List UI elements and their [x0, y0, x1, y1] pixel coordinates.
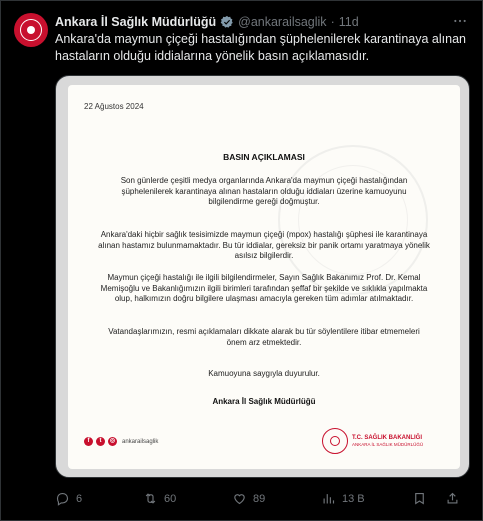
ministry-name: T.C. SAĞLIK BAKANLIĞI — [352, 435, 422, 441]
like-count: 89 — [253, 492, 266, 505]
views-count: 13 B — [342, 492, 365, 505]
document-paragraph: Ankara'daki hiçbir sağlık tesisimizde maymun çiçeği (mpox) hastalığı şüphesi ile karantinaya alınan hastamız bulunmamaktadır. Bu tür iddialar, gereksiz bir panik ortamı yaratmaya yönelik asılsız bilgilerdir. — [98, 230, 430, 261]
tweet-actions — [55, 491, 475, 509]
document-date: 22 Ağustos 2024 — [84, 102, 144, 111]
verified-gov-icon — [220, 15, 234, 29]
document-paragraph: Maymun çiçeği hastalığı ile ilgili bilgilendirmeler, Sayın Sağlık Bakanımız Prof. Dr. Kemal Memişoğlu ve Bakanlığımızın ilgili birimleri tarafından şeffaf bir şekilde ve sıklıkla yapılmakta olup, halkımızın doğru bilgilere ulaşması amacıyla gereken tüm adımlar atılmaktadır. — [100, 273, 428, 304]
avatar[interactable] — [14, 13, 48, 47]
document-title: BASIN AÇIKLAMASI — [223, 152, 305, 162]
repost-button[interactable] — [143, 491, 176, 506]
facebook-icon: f — [84, 437, 93, 446]
tweet-text: Ankara'da maymun çiçeği hastalığından şüphelenilerek karantinaya alınan hastaların olduğu iddialarına yönelik basın açıklamasıdır. — [55, 32, 466, 63]
reply-icon — [55, 491, 70, 506]
share-icon — [445, 491, 460, 506]
author-handle[interactable]: @ankarailsaglik — [238, 15, 327, 29]
bookmark-button[interactable] — [412, 491, 427, 506]
ministry-subtitle: ANKARA İL SAĞLIK MÜDÜRLÜĞÜ — [352, 442, 424, 447]
ministry-emblem-icon — [20, 19, 42, 41]
like-button[interactable] — [232, 491, 265, 506]
instagram-icon: ◎ — [109, 438, 116, 444]
document-signature: Ankara İl Sağlık Müdürlüğü — [212, 397, 316, 406]
bookmark-icon — [412, 491, 427, 506]
views-button[interactable] — [321, 491, 365, 506]
document-paragraph: Kamuoyuna saygıyla duyurulur. — [208, 369, 320, 378]
author-name[interactable]: Ankara İl Sağlık Müdürlüğü — [55, 15, 217, 29]
document-paragraph: Son günlerde çeşitli medya organlarında Ankara'da maymun çiçeği hastalığından şüphelenilerek karantinaya alınan hastaların olduğu iddiaları üzerine kamuoyunu bilgilendirme gereği doğmuştur. — [120, 176, 408, 207]
ministry-logo-icon — [322, 428, 348, 454]
reply-count: 6 — [76, 492, 83, 505]
repost-icon — [143, 491, 158, 506]
separator-dot: · — [330, 15, 335, 29]
twitter-icon: t — [96, 437, 105, 446]
share-button[interactable] — [445, 491, 460, 506]
social-handle: ankarailsaglik — [122, 438, 159, 445]
reply-button[interactable] — [55, 491, 82, 506]
tweet-media[interactable] — [55, 75, 470, 478]
tweet-time[interactable]: 11d — [338, 15, 359, 29]
press-release-document — [68, 85, 460, 469]
social-links — [84, 437, 158, 446]
repost-count: 60 — [164, 492, 177, 505]
more-icon[interactable] — [452, 13, 468, 29]
tweet-header — [55, 13, 452, 31]
document-paragraph: Vatandaşlarımızın, resmi açıklamaları dikkate alarak bu tür söylentilere itibar etmemeleri önem arz etmektedir. — [108, 327, 420, 347]
views-icon — [321, 491, 336, 506]
ministry-logo-block — [322, 428, 423, 454]
like-icon — [232, 491, 247, 506]
